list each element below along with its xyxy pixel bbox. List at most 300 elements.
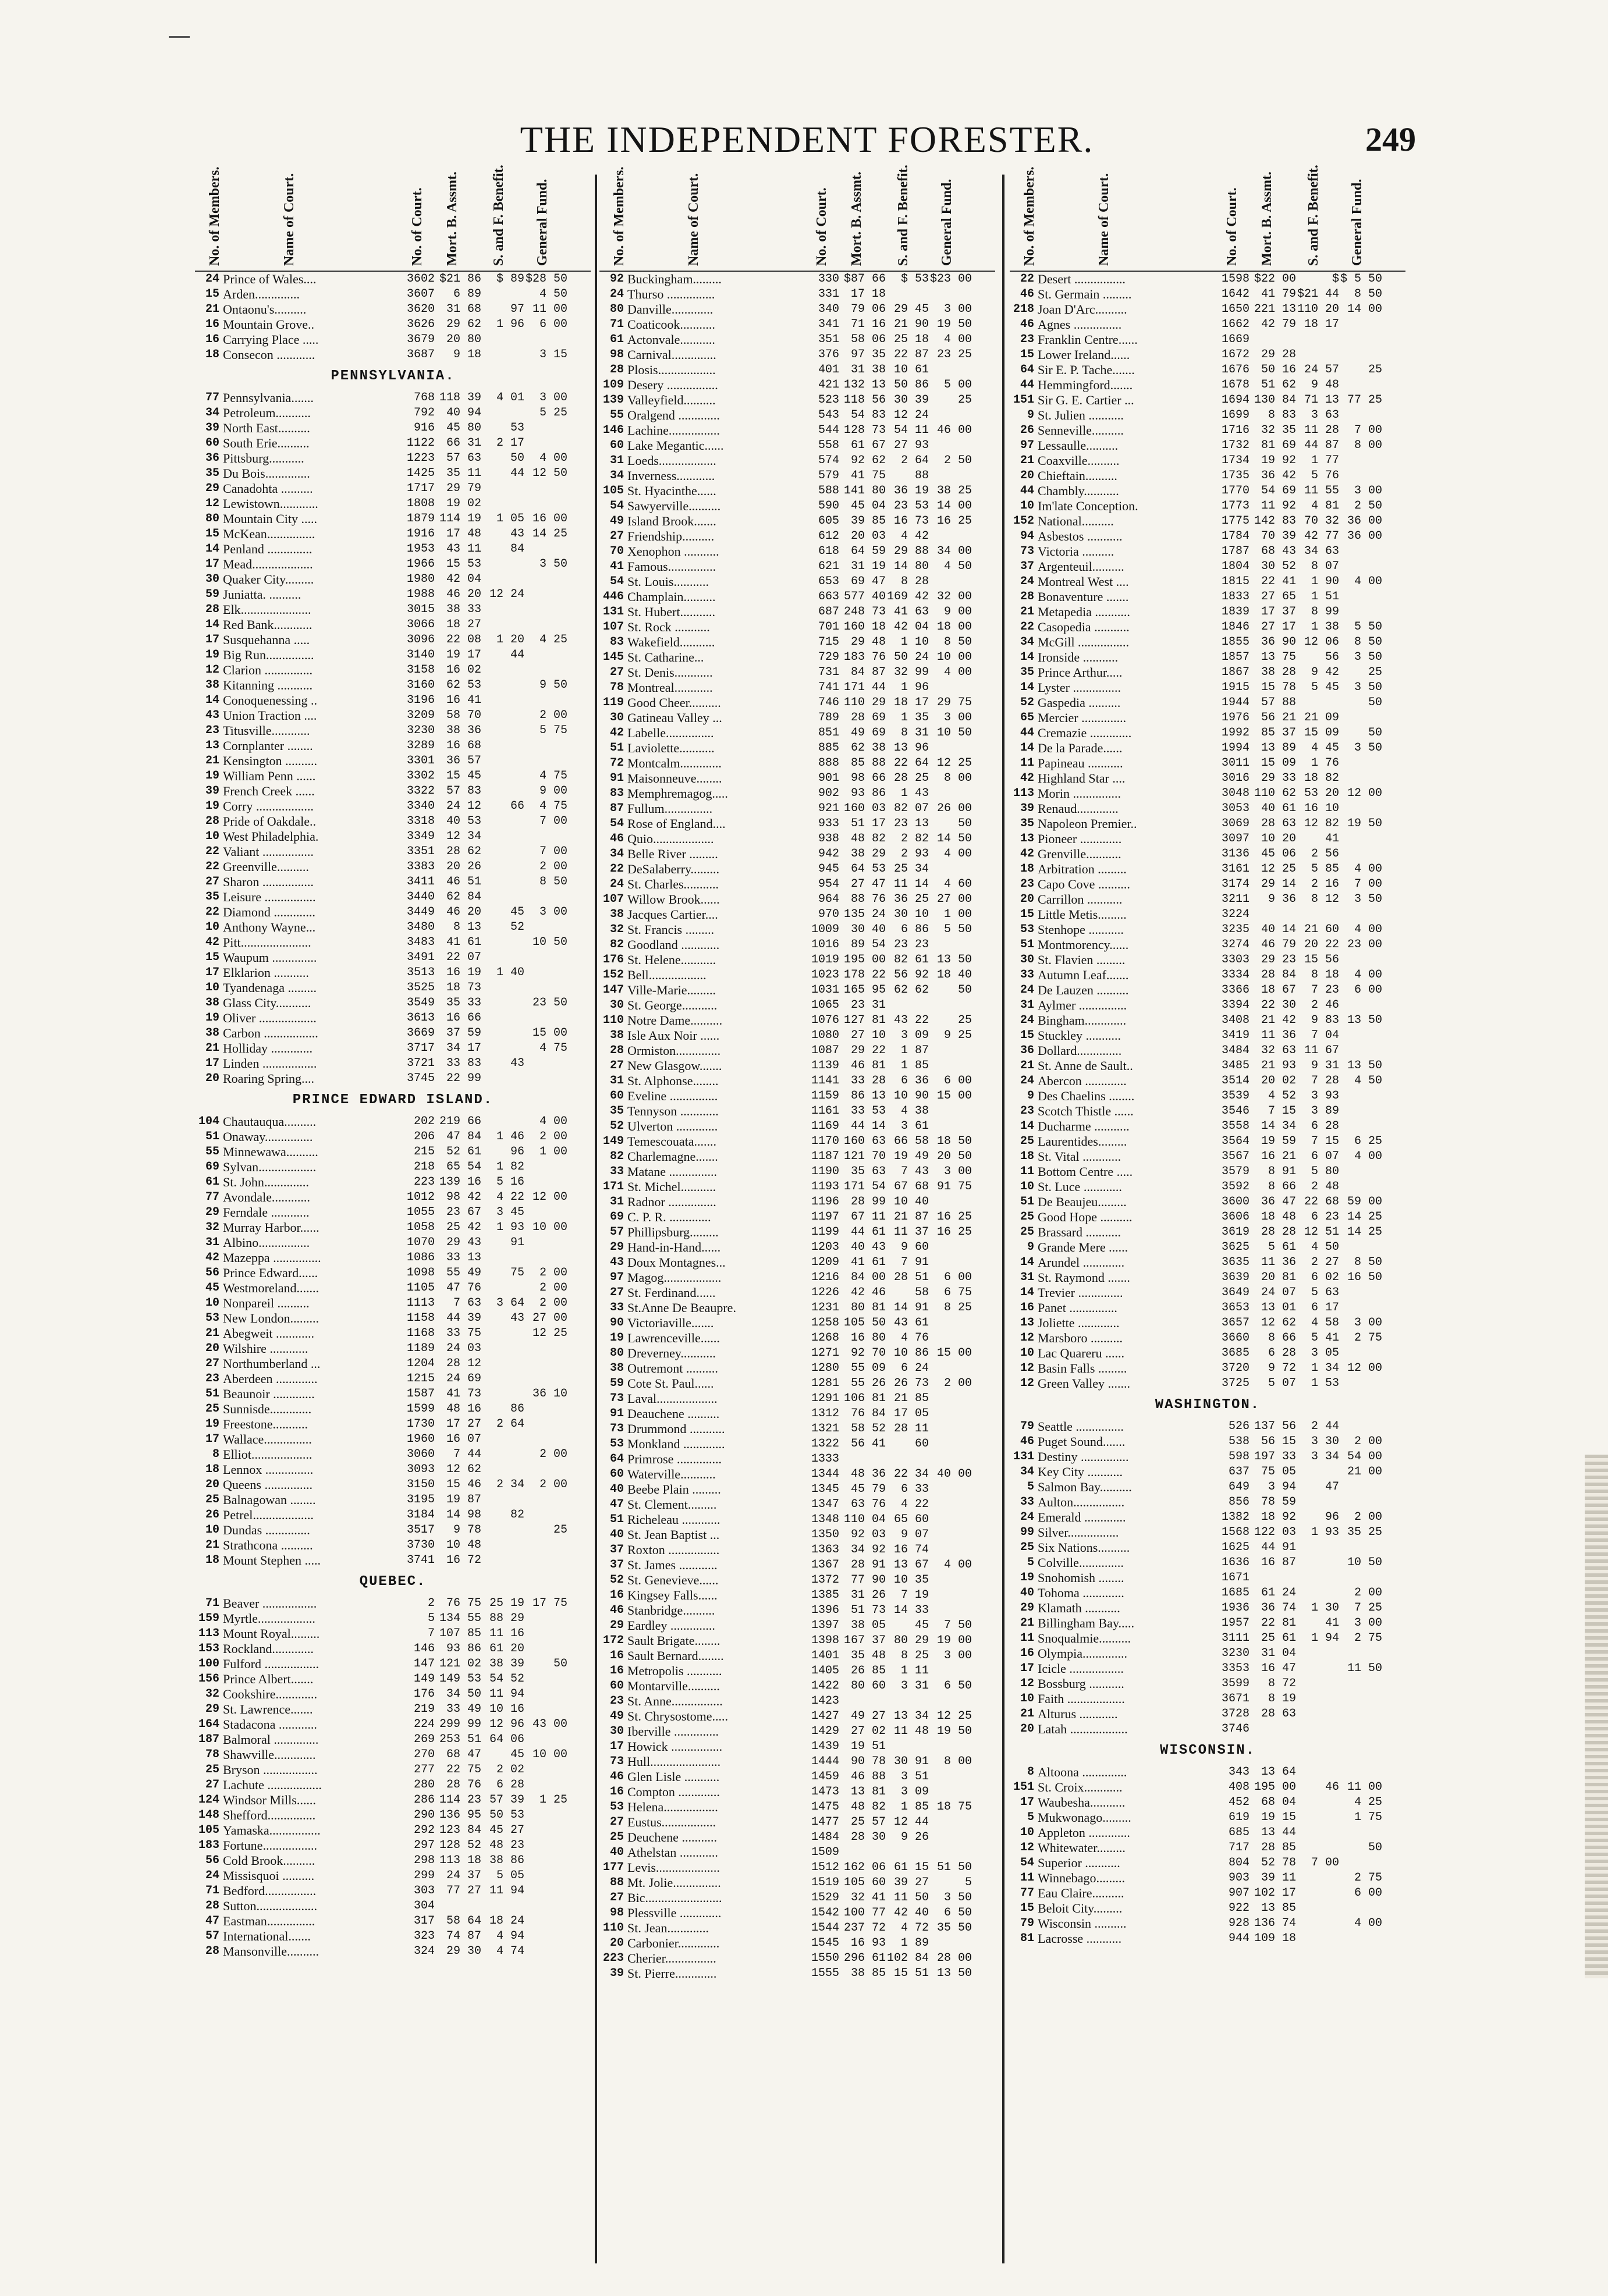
members-count: 25 [1020, 1225, 1034, 1239]
mortuary-assessment: 15 78 [1261, 681, 1296, 694]
sick-funeral-benefit: 12 51 [1304, 1225, 1339, 1239]
sick-funeral-benefit [1296, 347, 1339, 362]
sick-funeral-benefit: 4 01 [496, 391, 524, 404]
mortuary-assessment: 29 33 [1261, 772, 1296, 785]
court-name: Aulton................ [1038, 1495, 1125, 1509]
members-count: 42 [205, 1251, 219, 1264]
court-number: 1529 [811, 1891, 839, 1904]
members-count: 18 [205, 1463, 219, 1476]
court-number: 1019 [811, 953, 839, 966]
mortuary-assessment: 22 75 [446, 1763, 481, 1776]
court-name: Highland Star .... [1038, 771, 1126, 786]
mortuary-assessment: 33 49 [446, 1703, 481, 1716]
sick-funeral-benefit: 14 80 [893, 560, 929, 573]
sick-funeral-benefit: 18 17 [893, 696, 929, 709]
mortuary-assessment: 38 29 [850, 847, 886, 861]
court-name: St. Hyacinthe...... [627, 484, 716, 498]
members-count: 164 [198, 1718, 219, 1731]
general-fund [929, 1497, 972, 1512]
mortuary-assessment: 52 61 [446, 1145, 481, 1158]
sick-funeral-benefit: 56 [1325, 651, 1339, 664]
sick-funeral-benefit [1296, 1555, 1339, 1570]
court-name: St. Germain ......... [1038, 287, 1132, 301]
sick-funeral-benefit [481, 950, 524, 965]
members-count: 21 [205, 1042, 219, 1055]
court-number: 605 [818, 514, 839, 528]
court-name: Waubesha........... [1038, 1795, 1126, 1810]
general-fund [1339, 710, 1382, 726]
sick-funeral-benefit [481, 844, 524, 859]
court-row [1010, 1840, 1405, 1856]
court-name: Kitanning ........... [223, 678, 313, 692]
sick-funeral-benefit: 24 57 [1304, 363, 1339, 376]
sick-funeral-benefit [1296, 1871, 1339, 1886]
court-row [599, 1437, 995, 1452]
mortuary-assessment: 67 11 [850, 1210, 886, 1224]
general-fund [929, 1785, 972, 1800]
members-count: 38 [205, 996, 219, 1010]
column-header-label: Name of Court. [686, 173, 701, 266]
court-number: 3725 [1221, 1377, 1250, 1390]
mortuary-assessment: 8 72 [1268, 1677, 1296, 1690]
general-fund: 8 50 [943, 635, 972, 649]
court-row [599, 1421, 995, 1437]
general-fund [1339, 544, 1382, 559]
general-fund: 15 00 [532, 1026, 567, 1040]
general-fund: 16 50 [1347, 1271, 1382, 1284]
court-row [195, 1356, 591, 1371]
general-fund: 11 50 [1347, 1662, 1382, 1675]
general-fund [1339, 332, 1382, 347]
mortuary-assessment: 26 85 [850, 1664, 886, 1677]
mortuary-assessment: $87 66 [843, 272, 886, 286]
members-count: 30 [609, 1725, 624, 1738]
court-number: 1203 [811, 1241, 839, 1254]
members-count: 14 [205, 542, 219, 556]
court-number: 343 [1228, 1765, 1250, 1779]
members-count: 51 [1020, 938, 1034, 951]
general-fund [1339, 1646, 1382, 1661]
court-number: 3351 [406, 845, 435, 858]
court-number: 376 [818, 348, 839, 361]
court-number: 789 [818, 711, 839, 724]
mortuary-assessment: 121 70 [843, 1150, 886, 1163]
sick-funeral-benefit: 110 20 [1297, 303, 1339, 316]
members-count: 97 [1020, 439, 1034, 452]
general-fund: 4 00 [943, 847, 972, 861]
sick-funeral-benefit: 57 39 [489, 1793, 524, 1807]
column-header-label: Name of Court. [1096, 173, 1112, 266]
court-row [1010, 1195, 1405, 1210]
court-number: 3653 [1221, 1301, 1250, 1314]
court-name: Anthony Wayne... [223, 920, 316, 934]
mortuary-assessment: 11 36 [1261, 1029, 1296, 1042]
mortuary-assessment: 44 61 [850, 1225, 886, 1239]
mortuary-assessment: 75 05 [1261, 1465, 1296, 1478]
court-row [1010, 529, 1405, 544]
court-number: 907 [1228, 1886, 1250, 1900]
mortuary-assessment: 27 02 [850, 1725, 886, 1738]
members-count: 61 [609, 333, 624, 346]
members-count: 30 [1020, 953, 1034, 966]
members-count: 45 [205, 1281, 219, 1295]
general-fund [524, 542, 567, 557]
court-number: 219 [413, 1703, 435, 1716]
sick-funeral-benefit: 4 22 [496, 1190, 524, 1204]
sick-funeral-benefit: 32 99 [893, 666, 929, 679]
court-name: Isle Aux Noir ...... [627, 1028, 720, 1043]
court-number: 1055 [406, 1206, 435, 1219]
court-name: Chieftain.......... [1038, 468, 1117, 483]
mortuary-assessment: 7 15 [1268, 1104, 1296, 1118]
court-row [1010, 1089, 1405, 1104]
court-name: St. Raymond ....... [1038, 1270, 1130, 1285]
mortuary-assessment: 8 91 [1268, 1165, 1296, 1178]
mortuary-assessment: 58 06 [850, 333, 886, 346]
court-number: 1699 [1221, 408, 1250, 422]
members-count: 22 [205, 860, 219, 873]
mortuary-assessment: 98 42 [446, 1190, 481, 1204]
court-row [1010, 1255, 1405, 1270]
court-name: Elk...................... [223, 602, 311, 617]
members-count: 19 [205, 769, 219, 783]
court-name: Tyandenaga ......... [223, 980, 317, 995]
general-fund [929, 1739, 972, 1754]
sick-funeral-benefit: 23 13 [893, 817, 929, 830]
column-header-label: No. of Court. [410, 187, 425, 266]
members-count: 21 [205, 303, 219, 316]
mortuary-assessment [839, 1845, 886, 1860]
court-row [1010, 484, 1405, 499]
court-row [599, 1845, 995, 1860]
court-row [599, 1512, 995, 1527]
sick-funeral-benefit: 80 29 [893, 1634, 929, 1647]
general-fund [1339, 1856, 1382, 1871]
court-row [1010, 1871, 1405, 1886]
court-number: 1427 [811, 1709, 839, 1723]
general-fund [929, 1437, 972, 1452]
court-name: Primrose .............. [627, 1452, 722, 1466]
sick-funeral-benefit: 45 [510, 1748, 524, 1761]
court-number: 3211 [1221, 893, 1250, 906]
court-row [599, 1225, 995, 1240]
mortuary-assessment: 13 89 [1261, 741, 1296, 755]
general-fund: 21 00 [1347, 1465, 1382, 1478]
members-count: 54 [609, 817, 624, 830]
column-header-label: No. of Members. [207, 166, 222, 266]
court-name: Memphremagog..... [627, 786, 728, 801]
general-fund: 2 50 [943, 454, 972, 467]
mortuary-assessment: 93 86 [446, 1642, 481, 1655]
court-name: Lower Ireland...... [1038, 347, 1130, 362]
court-name: Diamond ............. [223, 905, 315, 919]
court-name: Destiny ............... [1038, 1449, 1129, 1464]
members-count: 17 [205, 633, 219, 646]
sick-funeral-benefit [481, 1538, 524, 1553]
general-fund: 25 [957, 1014, 972, 1027]
court-number: 7 [427, 1627, 435, 1640]
court-name: Island Brook....... [627, 514, 716, 528]
court-row [1010, 1525, 1405, 1540]
general-fund: 54 00 [1347, 1450, 1382, 1463]
page-edge-binding [1585, 1455, 1608, 1978]
court-name: Beloit City......... [1038, 1901, 1123, 1915]
mortuary-assessment: 142 83 [1254, 514, 1296, 528]
court-row [599, 650, 995, 665]
court-name: Carbonier............. [627, 1936, 720, 1950]
members-count: 38 [609, 1029, 624, 1042]
mortuary-assessment: 42 04 [446, 573, 481, 586]
court-name: Little Metis......... [1038, 907, 1127, 922]
court-number: 3720 [1221, 1362, 1250, 1375]
mortuary-assessment: 33 13 [446, 1251, 481, 1264]
court-row [1010, 1419, 1405, 1434]
court-row [599, 937, 995, 952]
court-number: 292 [413, 1824, 435, 1837]
court-row [599, 1785, 995, 1800]
court-number: 1139 [811, 1059, 839, 1072]
court-row [599, 559, 995, 574]
members-count: 10 [1020, 1346, 1034, 1360]
court-name: Abegweit ............ [223, 1326, 315, 1341]
general-fund [524, 1205, 567, 1220]
court-name: Missisquoi .......... [223, 1868, 315, 1883]
members-count: 91 [609, 1407, 624, 1420]
court-row [195, 1402, 591, 1417]
sick-funeral-benefit: 6 28 [496, 1778, 524, 1792]
general-fund: 4 50 [1354, 1074, 1382, 1087]
column-2 [599, 165, 995, 1981]
general-fund [524, 1762, 567, 1778]
mortuary-assessment: 38 05 [850, 1619, 886, 1632]
sick-funeral-benefit: 4 94 [496, 1929, 524, 1943]
members-count: 77 [205, 1190, 219, 1204]
general-fund: 7 50 [943, 1619, 972, 1632]
mortuary-assessment: 110 62 [1254, 787, 1296, 800]
general-fund: 10 50 [936, 726, 972, 740]
general-fund [524, 1838, 567, 1853]
court-number: 3567 [1221, 1150, 1250, 1163]
members-count: 15 [1020, 1902, 1034, 1915]
court-row [195, 844, 591, 859]
court-name: Dreverney........... [627, 1346, 716, 1360]
court-name: Abercon ............. [1038, 1074, 1127, 1088]
members-count: 100 [198, 1657, 219, 1671]
general-fund: 36 00 [1347, 529, 1382, 543]
court-row [195, 1732, 591, 1747]
mortuary-assessment: 62 53 [446, 678, 481, 692]
court-row [1010, 1300, 1405, 1316]
mortuary-assessment: 162 06 [843, 1861, 886, 1874]
general-fund [1339, 605, 1382, 620]
court-number: 1105 [406, 1281, 435, 1295]
mortuary-assessment: 49 27 [850, 1709, 886, 1723]
members-count: 73 [1020, 545, 1034, 558]
court-row [599, 393, 995, 408]
sick-funeral-benefit: 3 89 [1311, 1104, 1339, 1118]
members-count: 21 [1020, 1616, 1034, 1630]
mortuary-assessment: 34 50 [446, 1687, 481, 1701]
general-fund: 7 00 [539, 815, 567, 828]
general-fund [1339, 317, 1382, 332]
general-fund [524, 1056, 567, 1071]
members-count: 52 [1020, 696, 1034, 709]
court-number: 1587 [406, 1387, 435, 1401]
sick-funeral-benefit: 2 56 [1311, 847, 1339, 861]
court-row [1010, 1646, 1405, 1661]
sick-funeral-benefit: 11 37 [893, 1225, 929, 1239]
court-name: Glass City........... [223, 996, 311, 1010]
mortuary-assessment: 29 43 [446, 1236, 481, 1249]
mortuary-assessment: 28 63 [1261, 817, 1296, 830]
mortuary-assessment: 44 39 [446, 1312, 481, 1325]
sick-funeral-benefit: 60 [914, 1437, 929, 1451]
mortuary-assessment [1250, 1570, 1296, 1586]
sick-funeral-benefit: 7 91 [900, 1256, 929, 1269]
general-fund [929, 998, 972, 1013]
sick-funeral-benefit: 7 43 [900, 1165, 929, 1178]
court-number: 1367 [811, 1558, 839, 1572]
members-count: 90 [609, 1316, 624, 1330]
sick-funeral-benefit: 43 22 [893, 1014, 929, 1027]
members-count: 54 [1020, 1856, 1034, 1870]
mortuary-assessment: 57 88 [1261, 696, 1296, 709]
sick-funeral-benefit [481, 406, 524, 421]
court-row [1010, 1449, 1405, 1465]
court-name: Roaring Spring.... [223, 1071, 315, 1086]
members-count: 51 [205, 1130, 219, 1143]
court-name: St. Rock ........... [627, 620, 710, 634]
mortuary-assessment: 18 27 [446, 618, 481, 631]
court-name: Nonpareil .......... [223, 1296, 310, 1310]
sick-funeral-benefit: 9 31 [1311, 1059, 1339, 1072]
sick-funeral-benefit: 91 [510, 1236, 524, 1249]
mortuary-assessment: 31 38 [850, 363, 886, 376]
members-count: 31 [1020, 1271, 1034, 1284]
members-count: 9 [1027, 1089, 1034, 1103]
sick-funeral-benefit: 11 48 [893, 1725, 929, 1738]
sick-funeral-benefit: 42 77 [1304, 529, 1339, 543]
court-number: 1976 [1221, 711, 1250, 724]
members-count: 22 [609, 862, 624, 876]
court-row [195, 875, 591, 890]
court-number: 1197 [811, 1210, 839, 1224]
court-row [599, 1376, 995, 1391]
court-name: New Glasgow....... [627, 1058, 722, 1073]
court-row [1010, 332, 1405, 347]
court-name: Emerald ............. [1038, 1510, 1126, 1524]
court-number: 3620 [406, 303, 435, 316]
sick-funeral-benefit: 39 27 [893, 1876, 929, 1889]
mortuary-assessment: 160 03 [843, 802, 886, 815]
court-number: 3741 [406, 1554, 435, 1567]
sick-funeral-benefit [1296, 1795, 1339, 1810]
mortuary-assessment: 28 62 [446, 845, 481, 858]
court-name: Colville.............. [1038, 1555, 1124, 1570]
sick-funeral-benefit [481, 1011, 524, 1026]
general-fund: 6 25 [1354, 1135, 1382, 1148]
mortuary-assessment: 28 12 [446, 1357, 481, 1370]
court-name: Avondale............ [223, 1190, 310, 1204]
court-number: 3383 [406, 860, 435, 873]
members-count: 55 [609, 408, 624, 422]
court-number: 1087 [811, 1044, 839, 1057]
general-fund [1339, 952, 1382, 968]
court-number: 574 [818, 454, 839, 467]
sick-funeral-benefit: 84 [510, 542, 524, 556]
sick-funeral-benefit: 12 24 [893, 408, 929, 422]
court-row [1010, 574, 1405, 589]
members-count: 9 [1027, 408, 1034, 422]
court-row [195, 1492, 591, 1508]
mortuary-assessment: 16 07 [446, 1433, 481, 1446]
court-name: Salmon Bay.......... [1038, 1480, 1132, 1494]
mortuary-assessment: 4 52 [1268, 1089, 1296, 1103]
court-row [195, 1447, 591, 1462]
court-name: Lewistown............ [223, 496, 318, 511]
sick-funeral-benefit: 8 31 [900, 726, 929, 740]
court-row [195, 347, 591, 362]
sick-funeral-benefit: 12 06 [1304, 635, 1339, 649]
mortuary-assessment: 6 89 [453, 287, 481, 301]
court-row [195, 1432, 591, 1447]
general-fund [524, 587, 567, 602]
members-count: 110 [602, 1014, 624, 1027]
general-fund: 6 00 [1354, 983, 1382, 997]
general-fund: 3 15 [539, 348, 567, 361]
sick-funeral-benefit: 2 16 [1311, 877, 1339, 891]
court-row [599, 347, 995, 362]
court-number: 1423 [811, 1694, 839, 1708]
court-name: St. Charles........... [627, 877, 719, 891]
sick-funeral-benefit: 54 11 [893, 424, 929, 437]
court-row [599, 1467, 995, 1482]
court-row [1010, 378, 1405, 393]
court-name: Beaver ................. [223, 1596, 317, 1611]
general-fund: 12 25 [532, 1327, 567, 1340]
mortuary-assessment: 113 18 [439, 1854, 481, 1867]
sick-funeral-benefit: 53 [510, 421, 524, 435]
general-fund [1339, 1707, 1382, 1722]
sick-funeral-benefit: 4 74 [496, 1945, 524, 1958]
members-count: 19 [1020, 1571, 1034, 1584]
general-fund: $28 50 [525, 272, 567, 286]
sick-funeral-benefit: 1 46 [496, 1130, 524, 1143]
sick-funeral-benefit: 4 45 [1311, 741, 1339, 755]
mortuary-assessment: 16 68 [446, 739, 481, 752]
members-count: 36 [205, 452, 219, 465]
general-fund: 13 50 [1347, 1014, 1382, 1027]
sick-funeral-benefit: 7 19 [900, 1588, 929, 1602]
members-count: 40 [609, 1528, 624, 1541]
mortuary-assessment: 42 79 [1261, 318, 1296, 331]
mortuary-assessment: 16 93 [850, 1936, 886, 1950]
mortuary-assessment: 195 00 [1254, 1780, 1296, 1794]
members-count: 19 [205, 648, 219, 662]
court-number: 1333 [811, 1452, 839, 1466]
general-fund [524, 1853, 567, 1868]
court-name: Buckingham......... [627, 272, 722, 286]
court-name: Lawrenceville...... [627, 1331, 720, 1345]
general-fund: 2 00 [1354, 1510, 1382, 1524]
members-count: 40 [609, 1846, 624, 1859]
court-name: Montreal West .... [1038, 574, 1129, 589]
mortuary-assessment: 44 14 [850, 1119, 886, 1133]
members-count: 14 [1020, 1119, 1034, 1133]
court-name: Montmorency...... [1038, 937, 1129, 952]
members-count: 57 [609, 1225, 624, 1239]
mortuary-assessment: 27 10 [850, 1029, 886, 1042]
